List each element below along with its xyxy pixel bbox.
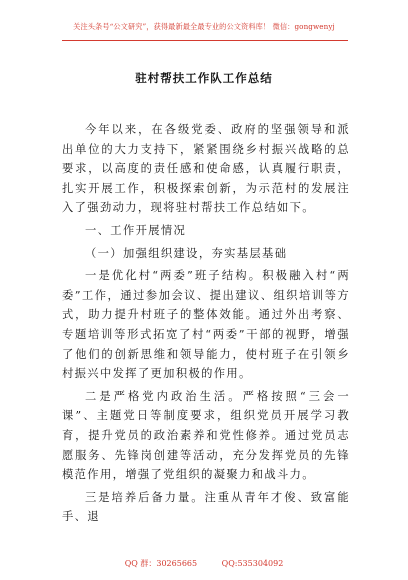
footer-qq-group: QQ 群：30265665 xyxy=(124,559,198,568)
header-banner: 关注头条号“公文研究”，获得最新最全最专业的公文资料库！ 微信：gongwenyj xyxy=(73,22,335,31)
paragraph-point-two: 二是严格党内政治生活。严格按照“三会一课”、主题党日等制度要求，组织党员开展学习教育，提升党员的政治素养和党性修养。通过党员志愿服务、先锋岗创建等活动，充分发挥党员的先锋模范作用，增强了党组织的凝聚力和战斗力。 xyxy=(62,389,350,482)
footer xyxy=(0,558,408,569)
section-heading: 一、工作开展情况 xyxy=(85,223,187,237)
subsection-heading: （一）加强组织建设，夯实基层基础 xyxy=(85,246,288,260)
paragraph-point-three: 三是培养后备力量。注重从青年才俊、致富能手、退 xyxy=(62,490,350,524)
document-body xyxy=(62,120,350,527)
header-divider xyxy=(62,40,348,41)
paragraph-intro: 今年以来，在各级党委、政府的坚强领导和派出单位的大力支持下，紧紧围绕乡村振兴战略的总要求，以高度的责任感和使命感，认真履行职责，扎实开展工作，积极探索创新，为示范村的发展注入了强劲动力，现将驻村帮扶工作总结如下。 xyxy=(62,123,350,215)
footer-qq: QQ:535304092 xyxy=(221,559,284,568)
paragraph-point-one: 一是优化村“两委”班子结构。积极融入村“两委”工作，通过参加会议、提出建议、组织培训等方式，助力提升村班子的整体效能。通过外出考察、专题培训等形式拓宽了村“两委”干部的视野，增强了他们的创新思维和领导能力，使村班子在引领乡村振兴中发挥了更加积极的作用。 xyxy=(62,269,350,381)
document-title: 驻村帮扶工作队工作总结 xyxy=(135,71,273,85)
